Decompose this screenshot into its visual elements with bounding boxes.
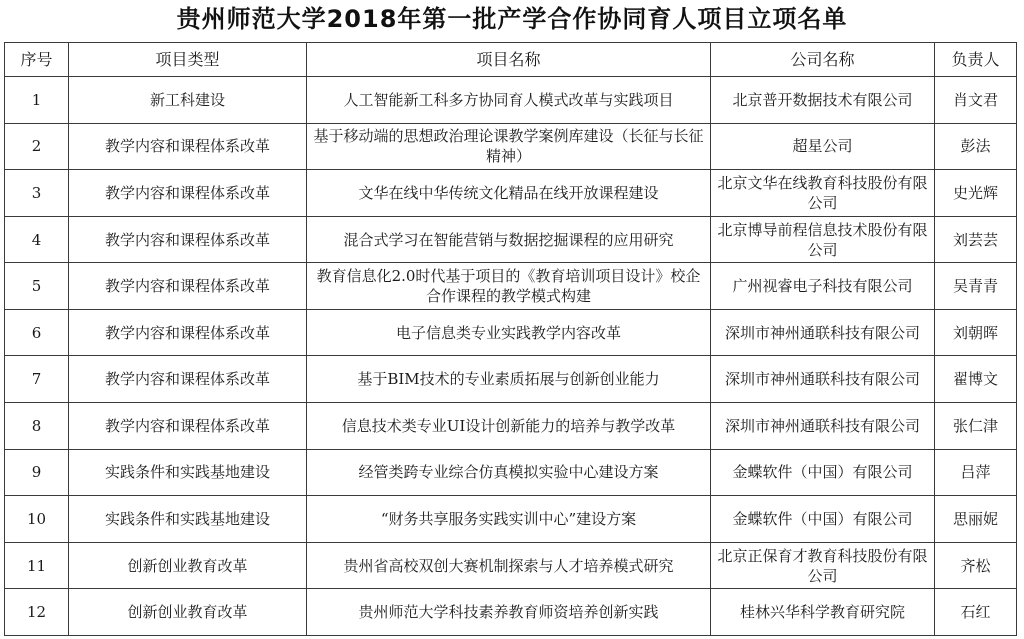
table-row (5, 170, 1017, 217)
cell-leader: 张仁津 (935, 403, 1017, 450)
cell-leader: 刘朝晖 (935, 309, 1017, 356)
table-row (5, 356, 1017, 403)
header-type: 项目类型 (69, 43, 307, 77)
cell-company: 金蝶软件（中国）有限公司 (711, 496, 935, 543)
cell-company: 深圳市神州通联科技有限公司 (711, 403, 935, 450)
table-row (5, 449, 1017, 496)
cell-company: 深圳市神州通联科技有限公司 (711, 356, 935, 403)
cell-leader: 史光辉 (935, 170, 1017, 217)
cell-company: 广州视睿电子科技有限公司 (711, 263, 935, 310)
cell-type: 实践条件和实践基地建设 (69, 496, 307, 543)
cell-leader: 翟博文 (935, 356, 1017, 403)
table-row (5, 123, 1017, 170)
cell-no: 10 (5, 496, 69, 543)
cell-no: 8 (5, 403, 69, 450)
cell-project: 人工智能新工科多方协同育人模式改革与实践项目 (307, 77, 711, 124)
cell-no: 3 (5, 170, 69, 217)
cell-company: 北京普开数据技术有限公司 (711, 77, 935, 124)
cell-project: 教育信息化2.0时代基于项目的《教育培训项目设计》校企合作课程的教学模式构建 (307, 263, 711, 310)
cell-project: 经管类跨专业综合仿真模拟实验中心建设方案 (307, 449, 711, 496)
cell-company: 金蝶软件（中国）有限公司 (711, 449, 935, 496)
table-row (5, 263, 1017, 310)
cell-leader: 彭法 (935, 123, 1017, 170)
cell-leader: 肖文君 (935, 77, 1017, 124)
cell-no: 2 (5, 123, 69, 170)
project-table (4, 42, 1017, 636)
cell-leader: 石红 (935, 589, 1017, 636)
cell-project: 贵州师范大学科技素养教育师资培养创新实践 (307, 589, 711, 636)
cell-project: 混合式学习在智能营销与数据挖掘课程的应用研究 (307, 216, 711, 263)
cell-company: 北京文华在线教育科技股份有限公司 (711, 170, 935, 217)
cell-no: 1 (5, 77, 69, 124)
header-company: 公司名称 (711, 43, 935, 77)
cell-project: 基于BIM技术的专业素质拓展与创新创业能力 (307, 356, 711, 403)
document-title: 贵州师范大学2018年第一批产学合作协同育人项目立项名单 (176, 5, 848, 33)
table-row (5, 403, 1017, 450)
table-row (5, 542, 1017, 589)
cell-type: 创新创业教育改革 (69, 542, 307, 589)
cell-company: 深圳市神州通联科技有限公司 (711, 309, 935, 356)
cell-type: 教学内容和课程体系改革 (69, 309, 307, 356)
cell-project: 电子信息类专业实践教学内容改革 (307, 309, 711, 356)
table-row (5, 496, 1017, 543)
cell-project: 贵州省高校双创大赛机制探索与人才培养模式研究 (307, 542, 711, 589)
cell-no: 5 (5, 263, 69, 310)
cell-company: 桂林兴华科学教育研究院 (711, 589, 935, 636)
cell-project: 基于移动端的思想政治理论课教学案例库建设（长征与长征精神） (307, 123, 711, 170)
table-row (5, 309, 1017, 356)
cell-project: 文华在线中华传统文化精品在线开放课程建设 (307, 170, 711, 217)
cell-company: 超星公司 (711, 123, 935, 170)
cell-no: 11 (5, 542, 69, 589)
header-project: 项目名称 (307, 43, 711, 77)
cell-leader: 刘芸芸 (935, 216, 1017, 263)
cell-leader: 吴青青 (935, 263, 1017, 310)
table-row (5, 216, 1017, 263)
cell-leader: 思丽妮 (935, 496, 1017, 543)
cell-leader: 吕萍 (935, 449, 1017, 496)
cell-type: 新工科建设 (69, 77, 307, 124)
cell-type: 教学内容和课程体系改革 (69, 403, 307, 450)
cell-project: 信息技术类专业UI设计创新能力的培养与教学改革 (307, 403, 711, 450)
cell-type: 创新创业教育改革 (69, 589, 307, 636)
table-row (5, 77, 1017, 124)
cell-company: 北京博导前程信息技术股份有限公司 (711, 216, 935, 263)
header-no: 序号 (5, 43, 69, 77)
cell-type: 教学内容和课程体系改革 (69, 216, 307, 263)
cell-no: 4 (5, 216, 69, 263)
cell-project: “财务共享服务实践实训中心”建设方案 (307, 496, 711, 543)
cell-type: 实践条件和实践基地建设 (69, 449, 307, 496)
cell-no: 9 (5, 449, 69, 496)
header-leader: 负责人 (935, 43, 1017, 77)
cell-company: 北京正保育才教育科技股份有限公司 (711, 542, 935, 589)
cell-type: 教学内容和课程体系改革 (69, 263, 307, 310)
cell-no: 12 (5, 589, 69, 636)
cell-leader: 齐松 (935, 542, 1017, 589)
cell-type: 教学内容和课程体系改革 (69, 170, 307, 217)
cell-no: 7 (5, 356, 69, 403)
cell-type: 教学内容和课程体系改革 (69, 123, 307, 170)
header-row (5, 43, 1017, 77)
cell-type: 教学内容和课程体系改革 (69, 356, 307, 403)
cell-no: 6 (5, 309, 69, 356)
table-row (5, 589, 1017, 636)
